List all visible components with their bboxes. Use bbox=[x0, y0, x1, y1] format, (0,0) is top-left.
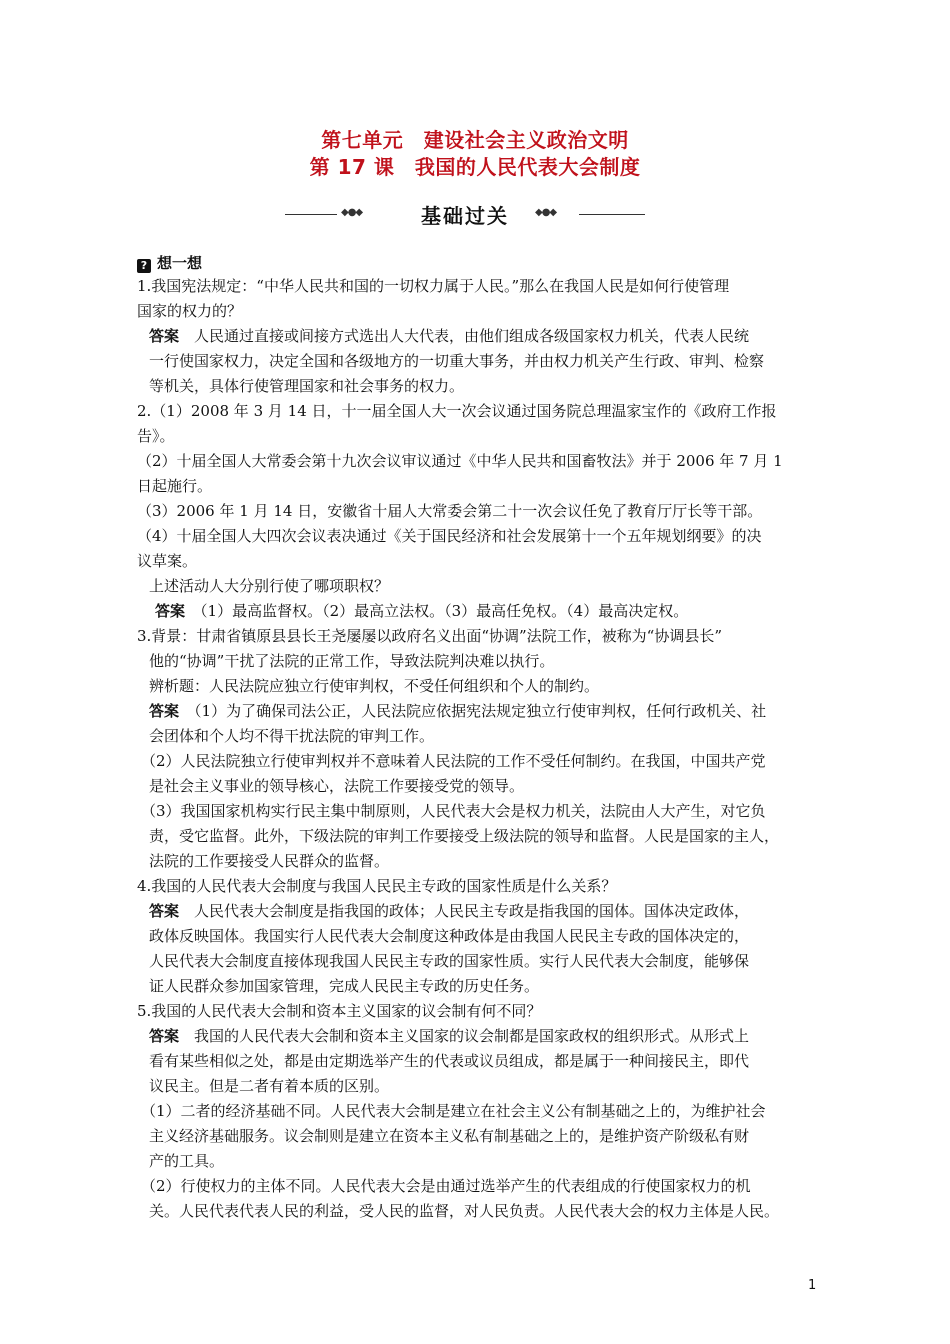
unit-title: 第七单元 建设社会主义政治文明 bbox=[321, 128, 629, 152]
text-line: 政体反映国体。我国实行人民代表大会制度这种政体是由我国人民民主专政的国体决定的， bbox=[149, 927, 750, 945]
page-number: 1 bbox=[808, 1278, 817, 1293]
diamond-ornament-icon: ◆●◆ bbox=[341, 207, 363, 218]
answer-label: 答案 bbox=[149, 702, 180, 720]
text-line: 人民代表大会制度直接体现我国人民民主专政的国家性质。实行人民代表大会制度，能够保 bbox=[149, 952, 750, 970]
text-line: 等机关，具体行使管理国家和社会事务的权力。 bbox=[149, 377, 465, 395]
answer-text: （1）为了确保司法公正，人民法院应依据宪法规定独立行使审判权，任何行政机关、社 bbox=[194, 702, 767, 720]
answer-label: 答案 bbox=[149, 902, 180, 920]
lesson-title: 第 17 课 我国的人民代表大会制度 bbox=[309, 155, 641, 179]
text-line: 会团体和个人均不得干扰法院的审判工作。 bbox=[149, 727, 435, 745]
text-line: （4）十届全国人大四次会议表决通过《关于国民经济和社会发展第十一个五年规划纲要》的决 bbox=[137, 527, 762, 545]
text-line: （2）人民法院独立行使审判权并不意味着人民法院的工作不受任何制约。在我国，中国共产党 bbox=[141, 752, 766, 770]
answer-text: 我国的人民代表大会制和资本主义国家的议会制都是国家政权的组织形式。从形式上 bbox=[194, 1027, 750, 1045]
answer-text: 人民通过直接或间接方式选出人大代表，由他们组成各级国家权力机关，代表人民统 bbox=[194, 327, 750, 345]
text-line: 3.背景：甘肃省镇原县县长王尧屡屡以政府名义出面“协调”法院工作，被称为“协调县长” bbox=[137, 627, 722, 645]
text-line: 议民主。但是二者有着本质的区别。 bbox=[149, 1077, 390, 1095]
text-line: 5.我国的人民代表大会制和资本主义国家的议会制有何不同？ bbox=[137, 1002, 542, 1020]
text-line: 关。人民代表代表人民的利益，受人民的监督，对人民负责。人民代表大会的权力主体是人民。 bbox=[149, 1202, 780, 1220]
text-line: 2.（1）2008 年 3 月 14 日，十一届全国人大一次会议通过国务院总理温家宝作的《政府工作报 bbox=[137, 402, 777, 420]
text-line: 议草案。 bbox=[137, 552, 198, 570]
answer-text: 人民代表大会制度是指我国的政体；人民民主专政是指我国的国体。国体决定政体， bbox=[194, 902, 750, 920]
banner-title: 基础过关 bbox=[421, 204, 509, 228]
text-line: 4.我国的人民代表大会制度与我国人民民主专政的国家性质是什么关系？ bbox=[137, 877, 617, 895]
text-line: （1）二者的经济基础不同。人民代表大会制是建立在社会主义公有制基础之上的，为维护社会 bbox=[141, 1102, 766, 1120]
text-line: 告》。 bbox=[137, 427, 175, 445]
text-line: 产的工具。 bbox=[149, 1152, 225, 1170]
text-line: 一行使国家权力，决定全国和各级地方的一切重大事务，并由权力机关产生行政、审判、检察 bbox=[149, 352, 765, 370]
text-line: 日起施行。 bbox=[137, 477, 213, 495]
answer-line bbox=[149, 326, 749, 346]
banner-right-rule bbox=[579, 214, 645, 215]
question-icon: ? bbox=[137, 259, 151, 273]
text-line: 国家的权力的？ bbox=[137, 302, 243, 320]
text-line: 看有某些相似之处，都是由定期选举产生的代表或议员组成，都是属于一种间接民主，即代 bbox=[149, 1052, 750, 1070]
answer-line bbox=[149, 901, 749, 921]
text-line: 主义经济基础服务。议会制则是建立在资本主义私有制基础之上的，是维护资产阶级私有财 bbox=[149, 1127, 750, 1145]
text-line: 他的“协调”干扰了法院的正常工作，导致法院判决难以执行。 bbox=[149, 652, 555, 670]
answer-label: 答案 bbox=[149, 327, 180, 345]
text-line: （3）2006 年 1 月 14 日，安徽省十届人大常委会第二十一次会议任免了教育厅厅长等干部。 bbox=[137, 502, 763, 520]
text-line: 是社会主义事业的领导核心，法院工作要接受党的领导。 bbox=[149, 777, 525, 795]
text-line: 责，受它监督。此外，下级法院的审判工作要接受上级法院的领导和监督。人民是国家的主人， bbox=[149, 827, 780, 845]
text-line: 法院的工作要接受人民群众的监督。 bbox=[149, 852, 390, 870]
answer-label: 答案 bbox=[155, 602, 186, 620]
answer-line bbox=[149, 701, 766, 721]
section-title: 想一想 bbox=[157, 254, 203, 272]
answer-label: 答案 bbox=[149, 1027, 180, 1045]
text-line: 1.我国宪法规定：“中华人民共和国的一切权力属于人民。”那么在我国人民是如何行使管理 bbox=[137, 277, 730, 295]
section-banner bbox=[285, 200, 645, 228]
answer-text: （1）最高监督权。（2）最高立法权。（3）最高任免权。（4）最高决定权。 bbox=[200, 602, 689, 620]
text-line: 辨析题：人民法院应独立行使审判权，不受任何组织和个人的制约。 bbox=[149, 677, 600, 695]
text-line: （3）我国国家机构实行民主集中制原则，人民代表大会是权力机关，法院由人大产生，对它负 bbox=[141, 802, 766, 820]
text-line: 证人民群众参加国家管理，完成人民民主专政的历史任务。 bbox=[149, 977, 540, 995]
text-line: （2）行使权力的主体不同。人民代表大会是由通过选举产生的代表组成的行使国家权力的机 bbox=[141, 1177, 751, 1195]
text-line: （2）十届全国人大常委会第十九次会议审议通过《中华人民共和国畜牧法》并于 2006 年 7 月 1 bbox=[137, 452, 783, 470]
diamond-ornament-icon: ◆●◆ bbox=[535, 207, 557, 218]
answer-line bbox=[155, 601, 688, 621]
think-section-heading bbox=[137, 252, 202, 273]
answer-line bbox=[149, 1026, 749, 1046]
text-line: 上述活动人大分别行使了哪项职权？ bbox=[149, 577, 390, 595]
